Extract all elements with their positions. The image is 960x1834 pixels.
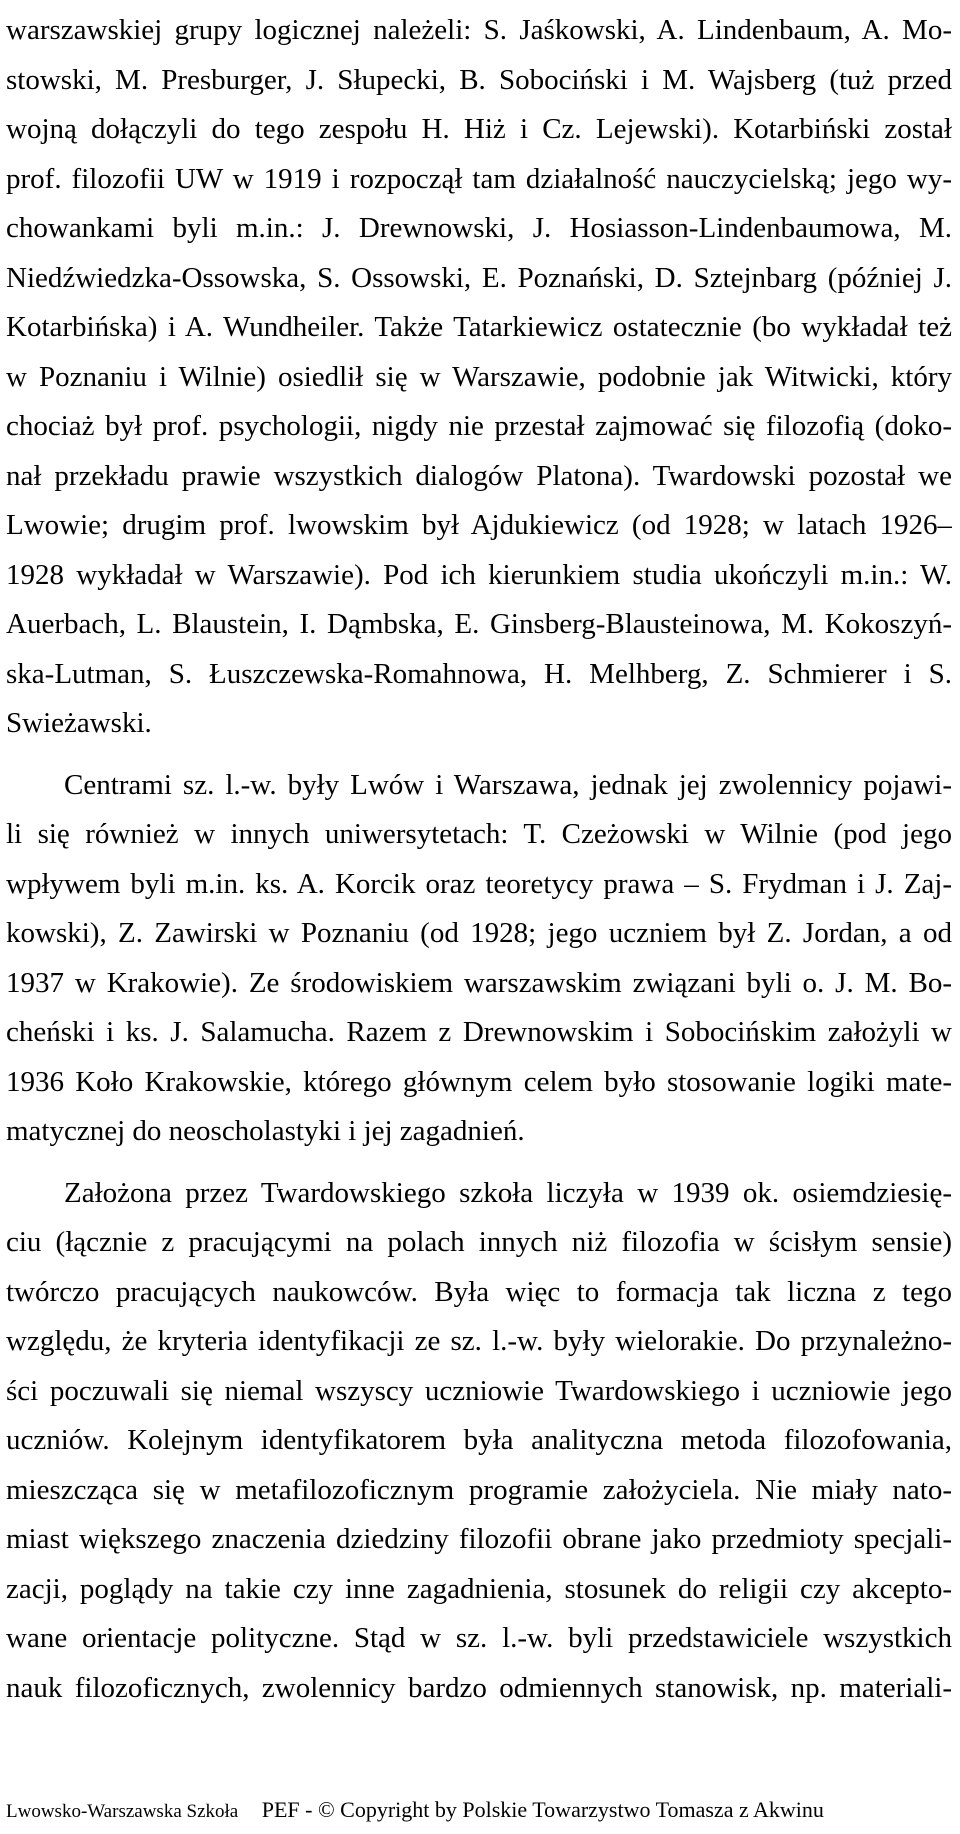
text-line: warszawskiej grupy logicznej należeli: S. Jaśkowski, A. Lindenbaum, A. Mo- (6, 14, 952, 46)
text-line: wane orientacje polityczne. Stąd w sz. l.-w. byli przedstawiciele wszystkich (6, 1622, 952, 1654)
footer-title: Lwowsko-Warszawska Szkoła (6, 1801, 239, 1822)
text-line: 1937 w Krakowie). Ze środowiskiem warszawskim związani byli o. J. M. Bo- (6, 966, 952, 999)
text-line: Założona przez Twardowskiego szkoła liczyła w 1939 ok. osiemdziesię- (64, 1176, 952, 1209)
body-text (6, 6, 952, 1713)
text-line: ciu (łącznie z pracującymi na polach innych niż filozofia w ścisłym sensie) (6, 1226, 952, 1258)
text-line: w Poznaniu i Wilnie) osiedlił się w Warszawie, podobnie jak Witwicki, który (6, 360, 952, 393)
text-line: 1936 Koło Krakowskie, którego głównym celem było stosowanie logiki mate- (6, 1065, 952, 1098)
text-line: kowski), Z. Zawirski w Poznaniu (od 1928; jego uczniem był Z. Jordan, a od (6, 917, 952, 949)
text-line: matycznej do neoscholastyki i jej zagadnień. (6, 1115, 525, 1147)
text-line: zacji, poglądy na takie czy inne zagadnienia, stosunek do religii czy akcepto- (6, 1572, 952, 1605)
text-line: wojną dołączyli do tego zespołu H. Hiż i Cz. Lejewski). Kotarbiński został (6, 113, 952, 145)
text-line: stowski, M. Presburger, J. Słupecki, B. Sobociński i M. Wajsberg (tuż przed (6, 63, 952, 96)
text-line: względu, że kryteria identyfikacji ze sz. l.-w. były wielorakie. Do przynależno- (6, 1325, 952, 1357)
paragraph-gap (6, 1157, 952, 1169)
paragraph-gap (6, 749, 952, 761)
text-line: cheński i ks. J. Salamucha. Razem z Drewnowskim i Sobocińskim założyli w (6, 1016, 952, 1048)
text-line: li się również w innych uniwersytetach: T. Czeżowski w Wilnie (pod jego (6, 818, 952, 850)
text-line: Kotarbińska) i A. Wundheiler. Także Tatarkiewicz ostatecznie (bo wykładał też (6, 311, 952, 343)
text-line: ści poczuwali się niemal wszyscy uczniowie Twardowskiego i uczniowie jego (6, 1374, 952, 1407)
text-line: Swieżawski. (6, 707, 152, 739)
text-line: Auerbach, L. Blaustein, I. Dąmbska, E. Ginsberg-Blausteinowa, M. Kokoszyń- (6, 608, 952, 640)
text-line: nał przekładu prawie wszystkich dialogów Platona). Twardowski pozostał we (6, 459, 952, 492)
text-line: chowankami byli m.in.: J. Drewnowski, J. Hosiasson-Lindenbaumowa, M. (6, 212, 952, 244)
text-line: 1928 wykładał w Warszawie). Pod ich kierunkiem studia ukończyli m.in.: W. (6, 558, 952, 591)
text-line: uczniów. Kolejnym identyfikatorem była analityczna metoda filozofowania, (6, 1424, 952, 1456)
page-footer (6, 1796, 952, 1826)
text-line: chociaż był prof. psychologii, nigdy nie przestał zajmować się filozofią (doko- (6, 410, 952, 442)
text-line: twórczo pracujących naukowców. Była więc to formacja tak liczna z tego (6, 1275, 952, 1308)
text-line: Lwowie; drugim prof. lwowskim był Ajdukiewicz (od 1928; w latach 1926– (6, 509, 952, 541)
text-line: wpływem byli m.in. ks. A. Korcik oraz teoretycy prawa – S. Frydman i J. Zaj- (6, 867, 952, 900)
footer-copyright: PEF - © Copyright by Polskie Towarzystwo Tomasza z Akwinu (261, 1797, 824, 1822)
text-line: prof. filozofii UW w 1919 i rozpoczął tam działalność nauczycielską; jego wy- (6, 162, 952, 195)
text-line: Niedźwiedzka-Ossowska, S. Ossowski, E. Poznański, D. Sztejnbarg (później J. (6, 261, 952, 294)
text-line: miast większego znaczenia dziedziny filozofii obrane jako przedmioty specjali- (6, 1523, 952, 1555)
text-line: mieszcząca się w metafilozoficznym programie założyciela. Nie miały nato- (6, 1473, 952, 1506)
text-line: ska-Lutman, S. Łuszczewska-Romahnowa, H. Melhberg, Z. Schmierer i S. (6, 657, 952, 690)
text-line: nauk filozoficznych, zwolennicy bardzo odmiennych stanowisk, np. materiali- (6, 1671, 952, 1704)
text-line: Centrami sz. l.-w. były Lwów i Warszawa, jednak jej zwolennicy pojawi- (64, 768, 952, 801)
